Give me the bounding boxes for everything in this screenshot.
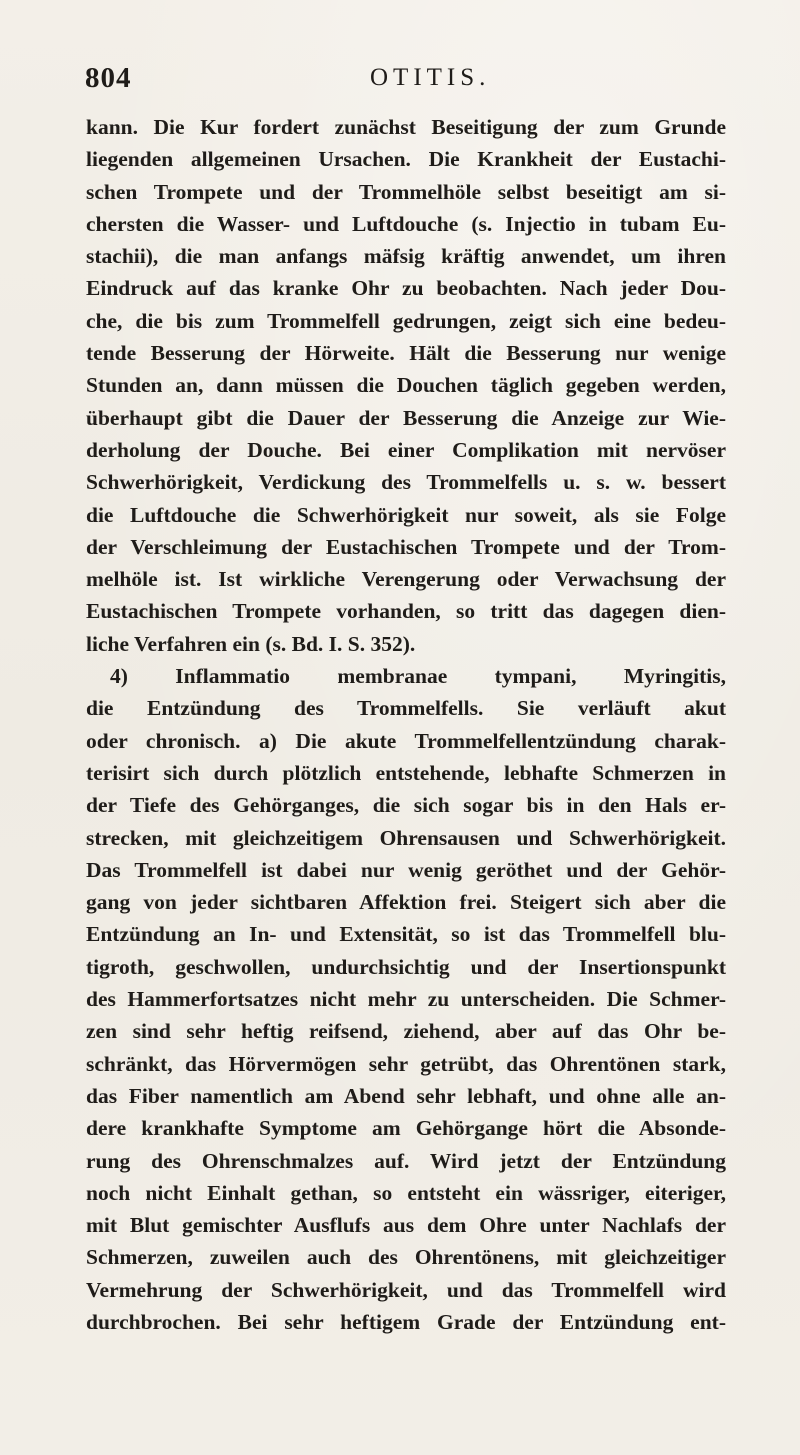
text-line: rung des Ohrenschmalzes auf. Wird jetzt der Entzündung — [86, 1148, 726, 1173]
text-line: zen sind sehr heftig reifsend, ziehend, aber auf das Ohr be- — [86, 1019, 726, 1044]
text-line: schen Trompete und der Trommelhöle selbst beseitigt am si- — [86, 179, 726, 204]
text-line: Eustachischen Trompete vorhanden, so tritt das dagegen dien- — [86, 599, 726, 624]
text-line: chersten die Wasser- und Luftdouche (s. Injectio in tubam Eu- — [86, 211, 726, 236]
running-head: OTITIS. — [370, 64, 491, 91]
text-line: der Verschleimung der Eustachischen Trompete und der Trom- — [86, 534, 726, 559]
text-line: strecken, mit gleichzeitigem Ohrensausen und Schwerhörigkeit. — [86, 825, 726, 850]
text-line: mit Blut gemischter Ausflufs aus dem Ohre unter Nachlafs der — [86, 1213, 726, 1238]
body-text — [86, 111, 726, 1338]
text-line: Entzündung an In- und Extensität, so ist das Trommelfell blu- — [86, 922, 726, 947]
text-line: die Entzündung des Trommelfells. Sie verläuft akut — [86, 696, 726, 721]
text-line: das Fiber namentlich am Abend sehr lebhaft, und ohne alle an- — [86, 1083, 726, 1108]
text-line: oder chronisch. a) Die akute Trommelfellentzündung charak- — [86, 728, 726, 753]
text-line: derholung der Douche. Bei einer Complikation mit nervöser — [86, 437, 726, 462]
text-line: Vermehrung der Schwerhörigkeit, und das Trommelfell wird — [86, 1277, 726, 1302]
text-line: Schwerhörigkeit, Verdickung des Trommelfells u. s. w. bessert — [86, 470, 726, 495]
section-heading-line: 4) Inflammatio membranae tympani, Myringitis, — [110, 664, 726, 689]
text-line: che, die bis zum Trommelfell gedrungen, zeigt sich eine bedeu- — [86, 308, 726, 333]
text-line: durchbrochen. Bei sehr heftigem Grade der Entzündung ent- — [86, 1309, 726, 1334]
text-line: des Hammerfortsatzes nicht mehr zu unterscheiden. Die Schmer- — [86, 987, 726, 1012]
page-number: 804 — [85, 62, 132, 94]
text-line: der Tiefe des Gehörganges, die sich sogar bis in den Hals er- — [86, 793, 726, 818]
text-line: Stunden an, dann müssen die Douchen täglich gegeben werden, — [86, 373, 726, 398]
text-line: überhaupt gibt die Dauer der Besserung die Anzeige zur Wie- — [86, 405, 726, 430]
text-line: melhöle ist. Ist wirkliche Verengerung oder Verwachsung der — [86, 567, 726, 592]
text-line: terisirt sich durch plötzlich entstehende, lebhafte Schmerzen in — [86, 760, 726, 785]
text-line: liche Verfahren ein (s. Bd. I. S. 352). — [86, 631, 416, 656]
text-line: kann. Die Kur fordert zunächst Beseitigung der zum Grunde — [86, 115, 726, 139]
text-line: tende Besserung der Hörweite. Hält die Besserung nur wenige — [86, 341, 726, 366]
text-line: stachii), die man anfangs mäfsig kräftig anwendet, um ihren — [86, 244, 726, 269]
page-header — [80, 62, 720, 102]
text-line: liegenden allgemeinen Ursachen. Die Krankheit der Eustachi- — [86, 147, 726, 172]
text-line: gang von jeder sichtbaren Affektion frei. Steigert sich aber die — [86, 890, 726, 915]
text-line: die Luftdouche die Schwerhörigkeit nur soweit, als sie Folge — [86, 502, 726, 527]
text-line: Das Trommelfell ist dabei nur wenig geröthet und der Gehör- — [86, 857, 726, 882]
text-line: Eindruck auf das kranke Ohr zu beobachten. Nach jeder Dou- — [86, 276, 726, 301]
text-line: dere krankhafte Symptome am Gehörgange hört die Absonde- — [86, 1116, 726, 1141]
text-line: Schmerzen, zuweilen auch des Ohrentönens, mit gleichzeitiger — [86, 1245, 726, 1270]
text-line: tigroth, geschwollen, undurchsichtig und der Insertionspunkt — [86, 954, 726, 979]
text-line: schränkt, das Hörvermögen sehr getrübt, das Ohrentönen stark, — [86, 1051, 726, 1076]
text-line: noch nicht Einhalt gethan, so entsteht ein wässriger, eiteriger, — [86, 1180, 726, 1205]
